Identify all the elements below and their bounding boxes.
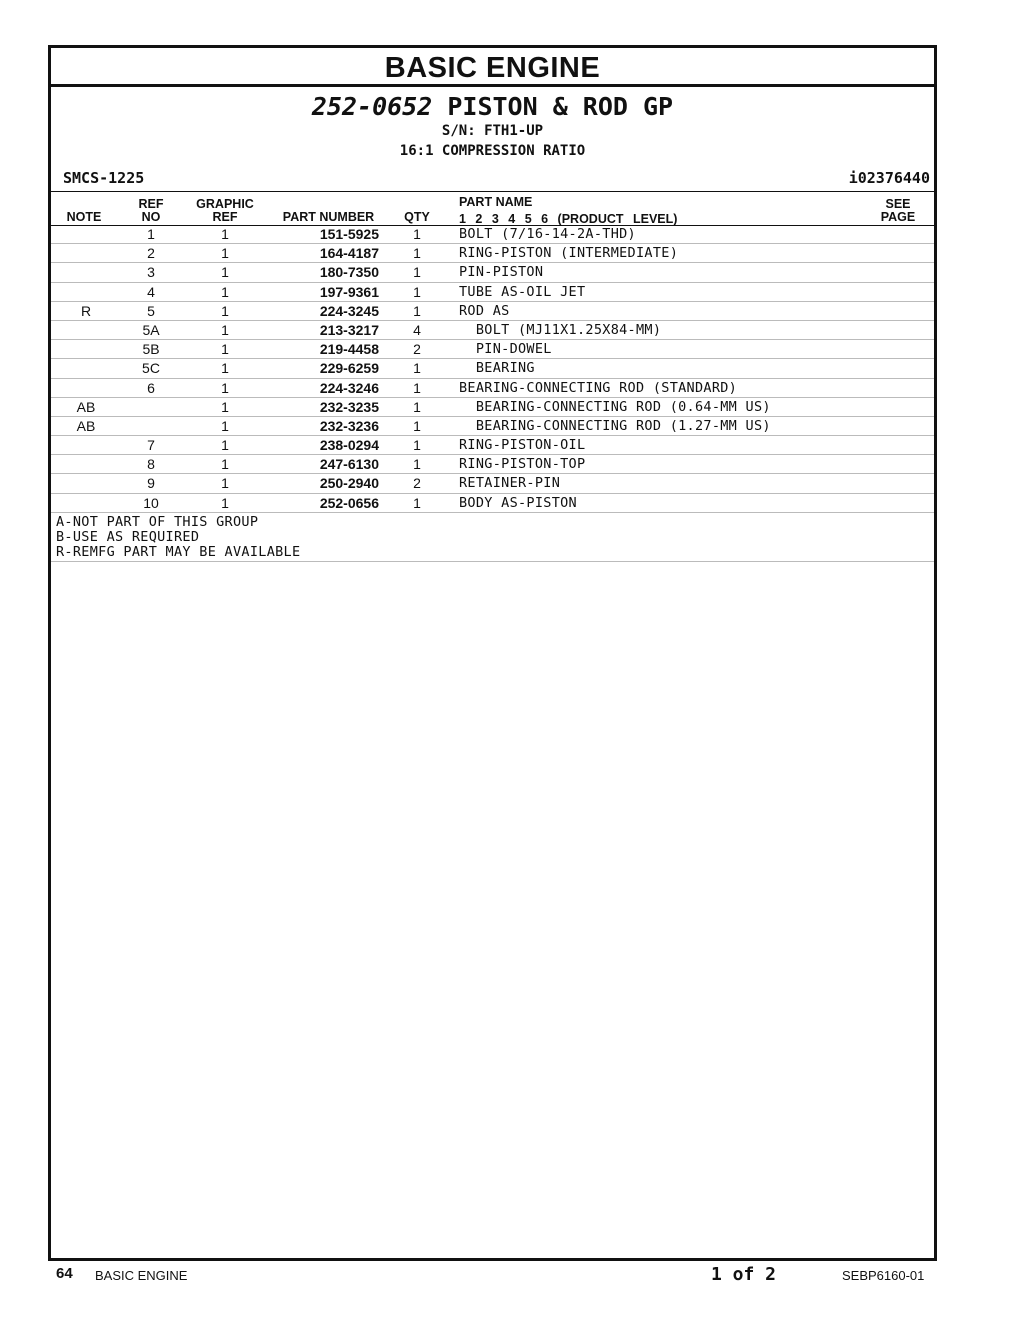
table-cell-graphic-ref: 1 — [221, 264, 229, 281]
table-cell-graphic-ref: 1 — [221, 456, 229, 473]
table-cell-qty: 2 — [413, 341, 421, 358]
illustration-id: i02376440 — [848, 169, 930, 187]
footer-page-number: 64 — [56, 1265, 73, 1282]
table-cell-qty: 1 — [413, 264, 421, 281]
table-cell-qty: 1 — [413, 456, 421, 473]
table-cell-part-name: BEARING-CONNECTING ROD (1.27-MM US) — [459, 417, 771, 434]
table-cell-ref: 5C — [142, 360, 160, 377]
header-graphic-top: GRAPHIC — [196, 197, 254, 211]
table-cell-qty: 1 — [413, 302, 421, 319]
table-cell-part-name: RING-PISTON-OIL — [459, 437, 586, 454]
table-row — [51, 417, 934, 436]
table-cell-part-name: BODY AS-PISTON — [459, 494, 577, 511]
table-row — [51, 302, 934, 321]
table-row — [51, 263, 934, 282]
table-cell-part-name: BEARING — [459, 360, 535, 377]
header-product-levels: 1 2 3 4 5 6 (PRODUCT LEVEL) — [459, 212, 678, 226]
table-cell-ref: 10 — [143, 494, 159, 511]
table-cell-part-name: PIN-PISTON — [459, 264, 544, 281]
table-cell-part-number: 238-0294 — [319, 437, 379, 454]
footer-section: BASIC ENGINE — [95, 1268, 188, 1283]
table-row — [51, 398, 934, 417]
footer-doc-id: SEBP6160-01 — [842, 1268, 925, 1283]
table-cell-part-name: PIN-DOWEL — [459, 341, 552, 358]
table-cell-ref: 8 — [147, 456, 155, 473]
table-cell-qty: 1 — [413, 437, 421, 454]
table-cell-graphic-ref: 1 — [221, 360, 229, 377]
table-cell-ref: 9 — [147, 475, 155, 492]
table-row — [51, 379, 934, 398]
table-cell-graphic-ref: 1 — [221, 379, 229, 396]
serial-range: S/N: FTH1-UP — [441, 123, 544, 139]
table-cell-part-number: 213-3217 — [319, 321, 379, 338]
table-row — [51, 321, 934, 340]
table-row — [51, 340, 934, 359]
table-row — [51, 283, 934, 302]
note-line: R-REMFG PART MAY BE AVAILABLE — [56, 543, 301, 560]
table-cell-part-number: 232-3236 — [319, 417, 379, 434]
table-cell-ref: 2 — [147, 245, 155, 262]
table-cell-graphic-ref: 1 — [221, 437, 229, 454]
note-line: A-NOT PART OF THIS GROUP — [56, 513, 259, 530]
header-see-top: SEE — [885, 197, 911, 211]
table-cell-qty: 1 — [413, 398, 421, 415]
table-cell-graphic-ref: 1 — [221, 341, 229, 358]
table-cell-graphic-ref: 1 — [221, 245, 229, 262]
table-cell-part-name: BEARING-CONNECTING ROD (0.64-MM US) — [459, 398, 771, 415]
table-cell-graphic-ref: 1 — [221, 398, 229, 415]
parts-table — [51, 225, 934, 562]
table-row — [51, 244, 934, 263]
table-row — [51, 494, 934, 513]
table-cell-part-number: 232-3235 — [319, 398, 379, 415]
group-subtitle: 16:1 COMPRESSION RATIO — [399, 143, 586, 159]
table-cell-ref: 3 — [147, 264, 155, 281]
footer-page-of: 1 of 2 — [711, 1264, 777, 1285]
table-cell-part-name: RING-PISTON (INTERMEDIATE) — [459, 245, 679, 262]
table-cell-qty: 1 — [413, 283, 421, 300]
table-cell-graphic-ref: 1 — [221, 494, 229, 511]
note-line: B-USE AS REQUIRED — [56, 528, 200, 545]
header-see-bottom: PAGE — [880, 210, 916, 224]
table-cell-part-number: 180-7350 — [319, 264, 379, 281]
table-cell-part-name: BOLT (7/16-14-2A-THD) — [459, 226, 636, 242]
table-cell-note: AB — [76, 417, 96, 434]
table-cell-part-number: 229-6259 — [319, 360, 379, 377]
table-cell-part-number: 219-4458 — [319, 341, 379, 358]
table-row — [51, 474, 934, 493]
table-cell-ref: 1 — [147, 226, 155, 242]
header-graphic-bottom: REF — [212, 210, 238, 224]
header-ref-top: REF — [138, 197, 164, 211]
table-row — [51, 225, 934, 244]
group-name: PISTON & ROD GP — [447, 92, 674, 121]
table-cell-note: AB — [76, 398, 96, 415]
table-cell-graphic-ref: 1 — [221, 321, 229, 338]
table-cell-part-number: 252-0656 — [319, 494, 379, 511]
table-cell-qty: 1 — [413, 226, 421, 242]
table-row — [51, 455, 934, 474]
table-cell-part-number: 224-3245 — [319, 302, 379, 319]
table-cell-part-number: 197-9361 — [319, 283, 379, 300]
table-cell-part-name: RING-PISTON-TOP — [459, 456, 586, 473]
table-cell-ref: 4 — [147, 283, 155, 300]
header-note: NOTE — [66, 210, 102, 224]
table-cell-graphic-ref: 1 — [221, 417, 229, 434]
table-cell-part-number: 250-2940 — [319, 475, 379, 492]
notes-block — [51, 513, 934, 562]
header-ref-bottom: NO — [141, 210, 161, 224]
table-cell-qty: 1 — [413, 360, 421, 377]
table-cell-qty: 2 — [413, 475, 421, 492]
table-cell-ref: 5B — [142, 341, 160, 358]
table-cell-ref: 6 — [147, 379, 155, 396]
group-title — [51, 93, 934, 121]
table-cell-graphic-ref: 1 — [221, 283, 229, 300]
table-cell-ref: 5A — [142, 321, 160, 338]
table-cell-graphic-ref: 1 — [221, 475, 229, 492]
table-cell-part-number: 247-6130 — [319, 456, 379, 473]
table-cell-qty: 1 — [413, 379, 421, 396]
table-cell-part-number: 151-5925 — [319, 226, 379, 242]
page-frame — [48, 45, 937, 1261]
table-cell-part-name: TUBE AS-OIL JET — [459, 283, 586, 300]
group-number: 252-0652 — [311, 92, 433, 121]
table-cell-part-name: RETAINER-PIN — [459, 475, 561, 492]
table-cell-part-number: 164-4187 — [319, 245, 379, 262]
table-cell-part-name: BEARING-CONNECTING ROD (STANDARD) — [459, 379, 738, 396]
header-qty: QTY — [404, 210, 430, 224]
table-cell-qty: 4 — [413, 321, 421, 338]
table-cell-note: R — [80, 302, 92, 319]
table-cell-part-number: 224-3246 — [319, 379, 379, 396]
table-cell-part-name: BOLT (MJ11X1.25X84-MM) — [459, 321, 662, 338]
table-header — [51, 191, 934, 226]
table-cell-ref: 5 — [147, 302, 155, 319]
section-title: BASIC ENGINE — [51, 48, 934, 87]
table-cell-qty: 1 — [413, 245, 421, 262]
table-cell-qty: 1 — [413, 494, 421, 511]
table-row — [51, 436, 934, 455]
table-cell-qty: 1 — [413, 417, 421, 434]
table-cell-graphic-ref: 1 — [221, 302, 229, 319]
table-cell-ref: 7 — [147, 437, 155, 454]
smcs-code: SMCS-1225 — [63, 169, 145, 187]
table-cell-part-name: ROD AS — [459, 302, 510, 319]
table-cell-graphic-ref: 1 — [221, 226, 229, 242]
table-row — [51, 359, 934, 378]
header-part-name: PART NAME — [459, 195, 533, 209]
header-part-number: PART NUMBER — [282, 210, 375, 224]
